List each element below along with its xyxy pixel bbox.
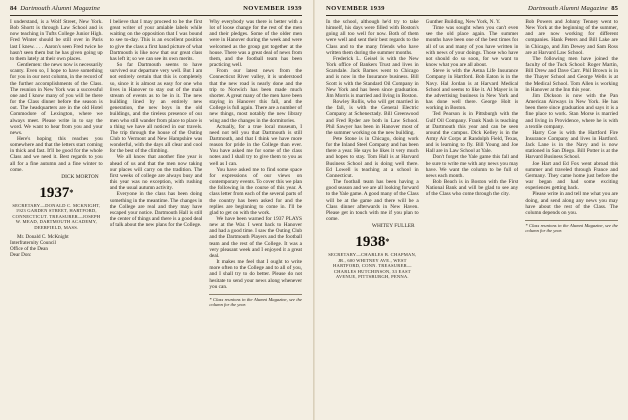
left-columns bbox=[10, 19, 302, 415]
right-column-2 bbox=[426, 19, 519, 415]
right-c2-p5: Don't forget the Yale game this fall and be sure to write me with any news you may have. We want the column to be full of news each month. bbox=[425, 154, 519, 179]
left-issue-date: NOVEMBER 1939 bbox=[243, 5, 302, 12]
left-magazine-title: Dartmouth Alumni Magazine bbox=[20, 5, 100, 12]
class-heading-1938: 1938* bbox=[355, 234, 390, 251]
right-columns bbox=[326, 19, 618, 415]
left-c2-p1: I believe that I may proceed to be the first great writer of your amiable labels while waiting on the opposition that I was bound to see to-day. This is an excellent position to give the class a first hand picture of what Dartmouth is like now that our great class has left it; so we can see its own merits. bbox=[109, 19, 203, 62]
left-c2-p3: We all know that another fine year is ahead of us and that the men now taking our places will carry on the tradition. The first weeks of college are always busy and this year was no exception, with rushing and the usual autumn activity. bbox=[109, 154, 203, 192]
right-c2-p1: Gunther Building, New York, N. Y. bbox=[425, 19, 501, 25]
class-heading-1937: 1937* bbox=[39, 185, 74, 202]
left-column-3 bbox=[209, 19, 302, 415]
right-c2-p6: Bob Beach is in Boston with the First National Bank and will be glad to see any of the Class who come through the city. bbox=[425, 179, 519, 198]
right-c3-p6: Please write in and tell me what you are doing, and send along any news you may have about the rest of the Class. The column depends on you. bbox=[525, 191, 619, 216]
left-footnote: * Class reunions in the Alumni Magazine, see the column for the year. bbox=[209, 294, 302, 308]
left-page-number: 84 bbox=[10, 5, 17, 12]
left-c3-p6: It makes me feel that I ought to write more often to the College and to all of you, and I shall try to do better. Please do not hesitate to send your news along whenever you can. bbox=[209, 259, 303, 290]
right-issue-date: NOVEMBER 1939 bbox=[326, 5, 385, 12]
left-c1-p2: Gentlemen: the news now is necessarily scanty. Even so, I hope to have something for you in our next column, in the record of the further accomplishments of the Class. The reunion in New York was a successful one and I know many of you will be there for the Class dinner before the season is out. The headquarters are in the old Hotel Commodore of Lexington, where we always meet. Please write in to say the word. We want to hear from you and your news. bbox=[10, 62, 103, 136]
left-c3-p3: Actually, for a true local museum, I need not tell you that Dartmouth is still Dartmouth, and that I think we have more reason for pride in the College than ever. You have asked me for some of the class notes and I shall try to give them to you as well as I can. bbox=[209, 123, 303, 167]
right-magazine-title: Dartmouth Alumni Magazine bbox=[528, 5, 608, 12]
left-c2-p4: Everyone in the class has been doing something in the meantime. The changes in the College are real and they may have escaped your notice. Dartmouth Hall is still the center of things and there is a good deal of talk about the new plans for the College. bbox=[109, 191, 203, 229]
left-c2-p2: So far Dartmouth seems to have survived our departure very well. But I am not entirely certain that this is completely so, since it is almost as easy for one who lives in Hanover to stay out of the main stream of events as to be in it. The new building lined by an entirely new generation, the new boys in the old buildings, and the tireless presence of our men who still wander from place to place is a thing we have all noticed in our travels. The trip through the house of the Outing Club to Vermont and New Hampshire was wonderful, with the days all clear and cool for the best of the climbing. bbox=[109, 62, 203, 155]
right-c3-p5: Joe Hart and Ed Fox went abroad this summer and traveled through France and Germany. They came home just before the war began and had some exciting experiences getting back. bbox=[525, 160, 619, 192]
right-column-1 bbox=[326, 19, 419, 415]
right-c3-p2: The following men have joined the faculty of the Tuck School: Roger Martin, Bill Drew and Dave Carr. Phil Brown is in the Thayer School and George Wells is at the Medical School. Tom Allen is working in Hanover at the Inn this year. bbox=[525, 55, 619, 93]
left-c3-p1: Why everybody was there is better with a lot of loose change for the rest of the men and their pledges. Some of the older men were in Hanover during the week and were welcomed as the group got together at the house. There was a great deal of news from them, and the football team has been practicing well. bbox=[209, 19, 303, 69]
right-c1-p1: In the school, although he'd try to take himself, his days were filled with Boston's going all too well for now. Both of them were well and sent their best regards to the Class and to the many friends who have written them during the summer months. bbox=[326, 19, 419, 56]
right-c3-p1: Bob Powers and Johnny Tenney went to New York at the beginning of the summer, and are now working for different companies. Hank Peters and Bill Lake are in Chicago, and Jim Dewey and Sam Ross are at Harvard Law School. bbox=[525, 19, 619, 56]
left-signature: DICK MORTON bbox=[61, 173, 99, 180]
right-c2-p2: Time was sought when you can't even see the old place again. The summer months have been one of the best times for all of us and many of you have written in with news of your doings. Those who have not should do so soon, for we want to know what you are all about. bbox=[425, 25, 519, 69]
right-page-number: 85 bbox=[611, 5, 618, 12]
letter-address: Mr. Donald C. McKnight Interfraternity Council Office of the Dean Dear Don: bbox=[10, 234, 69, 259]
left-column-1 bbox=[10, 19, 103, 415]
right-c3-p4: Harry Coe is with the Hartford Fire Insurance Company and lives in Hartford. Jack Lane is in the Navy and is now stationed in San Diego. Bill Potter is at the Harvard Business School. bbox=[525, 129, 619, 161]
right-c2-p4: Ted Pearson is in Pittsburgh with the Gulf Oil Company. Frank Nash is teaching at Dartmouth this year and can be seen around the campus. Dick Kelley is in the Army Air Corps at Randolph Field, Texas, and is learning to fly. Bill Young and Joe Hall are in Law School at Yale. bbox=[425, 111, 519, 155]
left-c3-p4: You have asked me to find some space for expressions of our views on contemporary events. To cover this we plan the following in the course of this year. A class letter from each of the several parts of the country has been asked for and the replies are beginning to come in. I'll be glad to get on with the work. bbox=[209, 166, 303, 216]
right-c1-p4: Pete Stone is in Chicago, doing work for the Inland Steel Company and has been there a year. He says he likes it very much and hopes to stay. Tom Hall is at Harvard Business School and is doing well there. Ed Lowell is teaching at a school in Connecticut. bbox=[326, 135, 419, 179]
right-c2-p3: Steve is with the Aetna Life Insurance Company in Hartford. Bob Eaton is in the Navy. Hal Jordan is at Harvard Medical School and seems to like it. Al Mayer is in the advertising business in New York and has done well there. George Holt is working in Boston. bbox=[425, 68, 519, 112]
right-signature: WHITEY FULLER bbox=[371, 223, 415, 230]
left-c1-p1: I understand, is a Wolf Street, New York. Bob Shortt is through Law School and is now teaching in Tufts College Junior High. Fred Winter should be still over in Paris last I knew. . . . Aaron's seen Fred twice he hasn't seen them but he has given going up to them lately at their own places. bbox=[10, 19, 103, 62]
left-running-head bbox=[10, 5, 302, 16]
right-c1-p5: The football team has been having a good season and we are all looking forward to the Yale game. A good many of the Class will be at the game and there will be a Class dinner afterwards in New Haven. Please get in touch with me if you plan to come. bbox=[326, 179, 419, 222]
right-c3-p3: Jim Dickson is now with the Pan American Airways in New York. He has been there since graduation and says it is a fine place to work. Stan Morse is married and living in Providence, where he is with a textile company. bbox=[525, 92, 619, 130]
left-c3-p5: We have been warned for 1937 PLAYS new at the War. I went back to Hanover and had a good time. I saw the Outing Club and the Dartmouth Players and the football team and the rest of the College. It was a very pleasant week and I enjoyed it a great deal. bbox=[209, 216, 303, 259]
right-running-head bbox=[326, 5, 618, 16]
right-c1-p3: Rowley Rollis, who will get married in the fall, is with the General Electric Company at Schenectady. Bill Greenwood and Fred Ryder are both in Law School. Phil Sawyer has been in Hanover most of the summer working on the new building. bbox=[326, 99, 419, 136]
left-column-2 bbox=[110, 19, 203, 415]
left-c3-p2: From our latest news from the Connecticut River valley, it is understood that the new road is nearly done and the trip to Norwich has been made much shorter. A great many of the men have been staying in Hanover this fall, and the College is full again. There are a number of new things, most notably the new library wing and the changes in the dormitories. bbox=[209, 68, 303, 124]
class-1938-secretary: SECRETARY—CHARLES B. CHAPMAN, JR., 600 WHITNEY AVE., WEST HARTFORD, CONN. TREASURER—CHARLES HUTCHINSON, 33 EAST AVENUE, PITTSBURGH, PENNA. bbox=[328, 252, 417, 279]
class-1937-secretary: SECRETARY—DONALD C. MCKNIGHT, 1923 GARDEN STREET, HARTFORD, CONNECTICUT. TREASURER—JOSEPH W. MEAD, DARTMOUTH ACADEMY, DEERFIELD, MASS. bbox=[12, 203, 101, 230]
right-page bbox=[314, 0, 628, 420]
right-c1-p2: Frederick L. Geisel is with the New York office of Bankers Trust and lives in Scarsdale. Jack Barnes went to Chicago and is now in the Insurance business. Bill Scott is with the Standard Oil Company in New York and has been since graduation. Jim Morris is married and living in Boston. bbox=[326, 55, 419, 99]
right-footnote: * Class reunions in the Alumni Magazine, see the column for the year. bbox=[525, 220, 618, 234]
left-c1-p3: Here's hoping this reaches you somewhere and that the letters start coming in thick and fast. It'll be good for the whole Class and we need it. Best regards to you all for a fine autumn and a fine winter to come. bbox=[10, 135, 103, 173]
right-column-3 bbox=[525, 19, 618, 415]
